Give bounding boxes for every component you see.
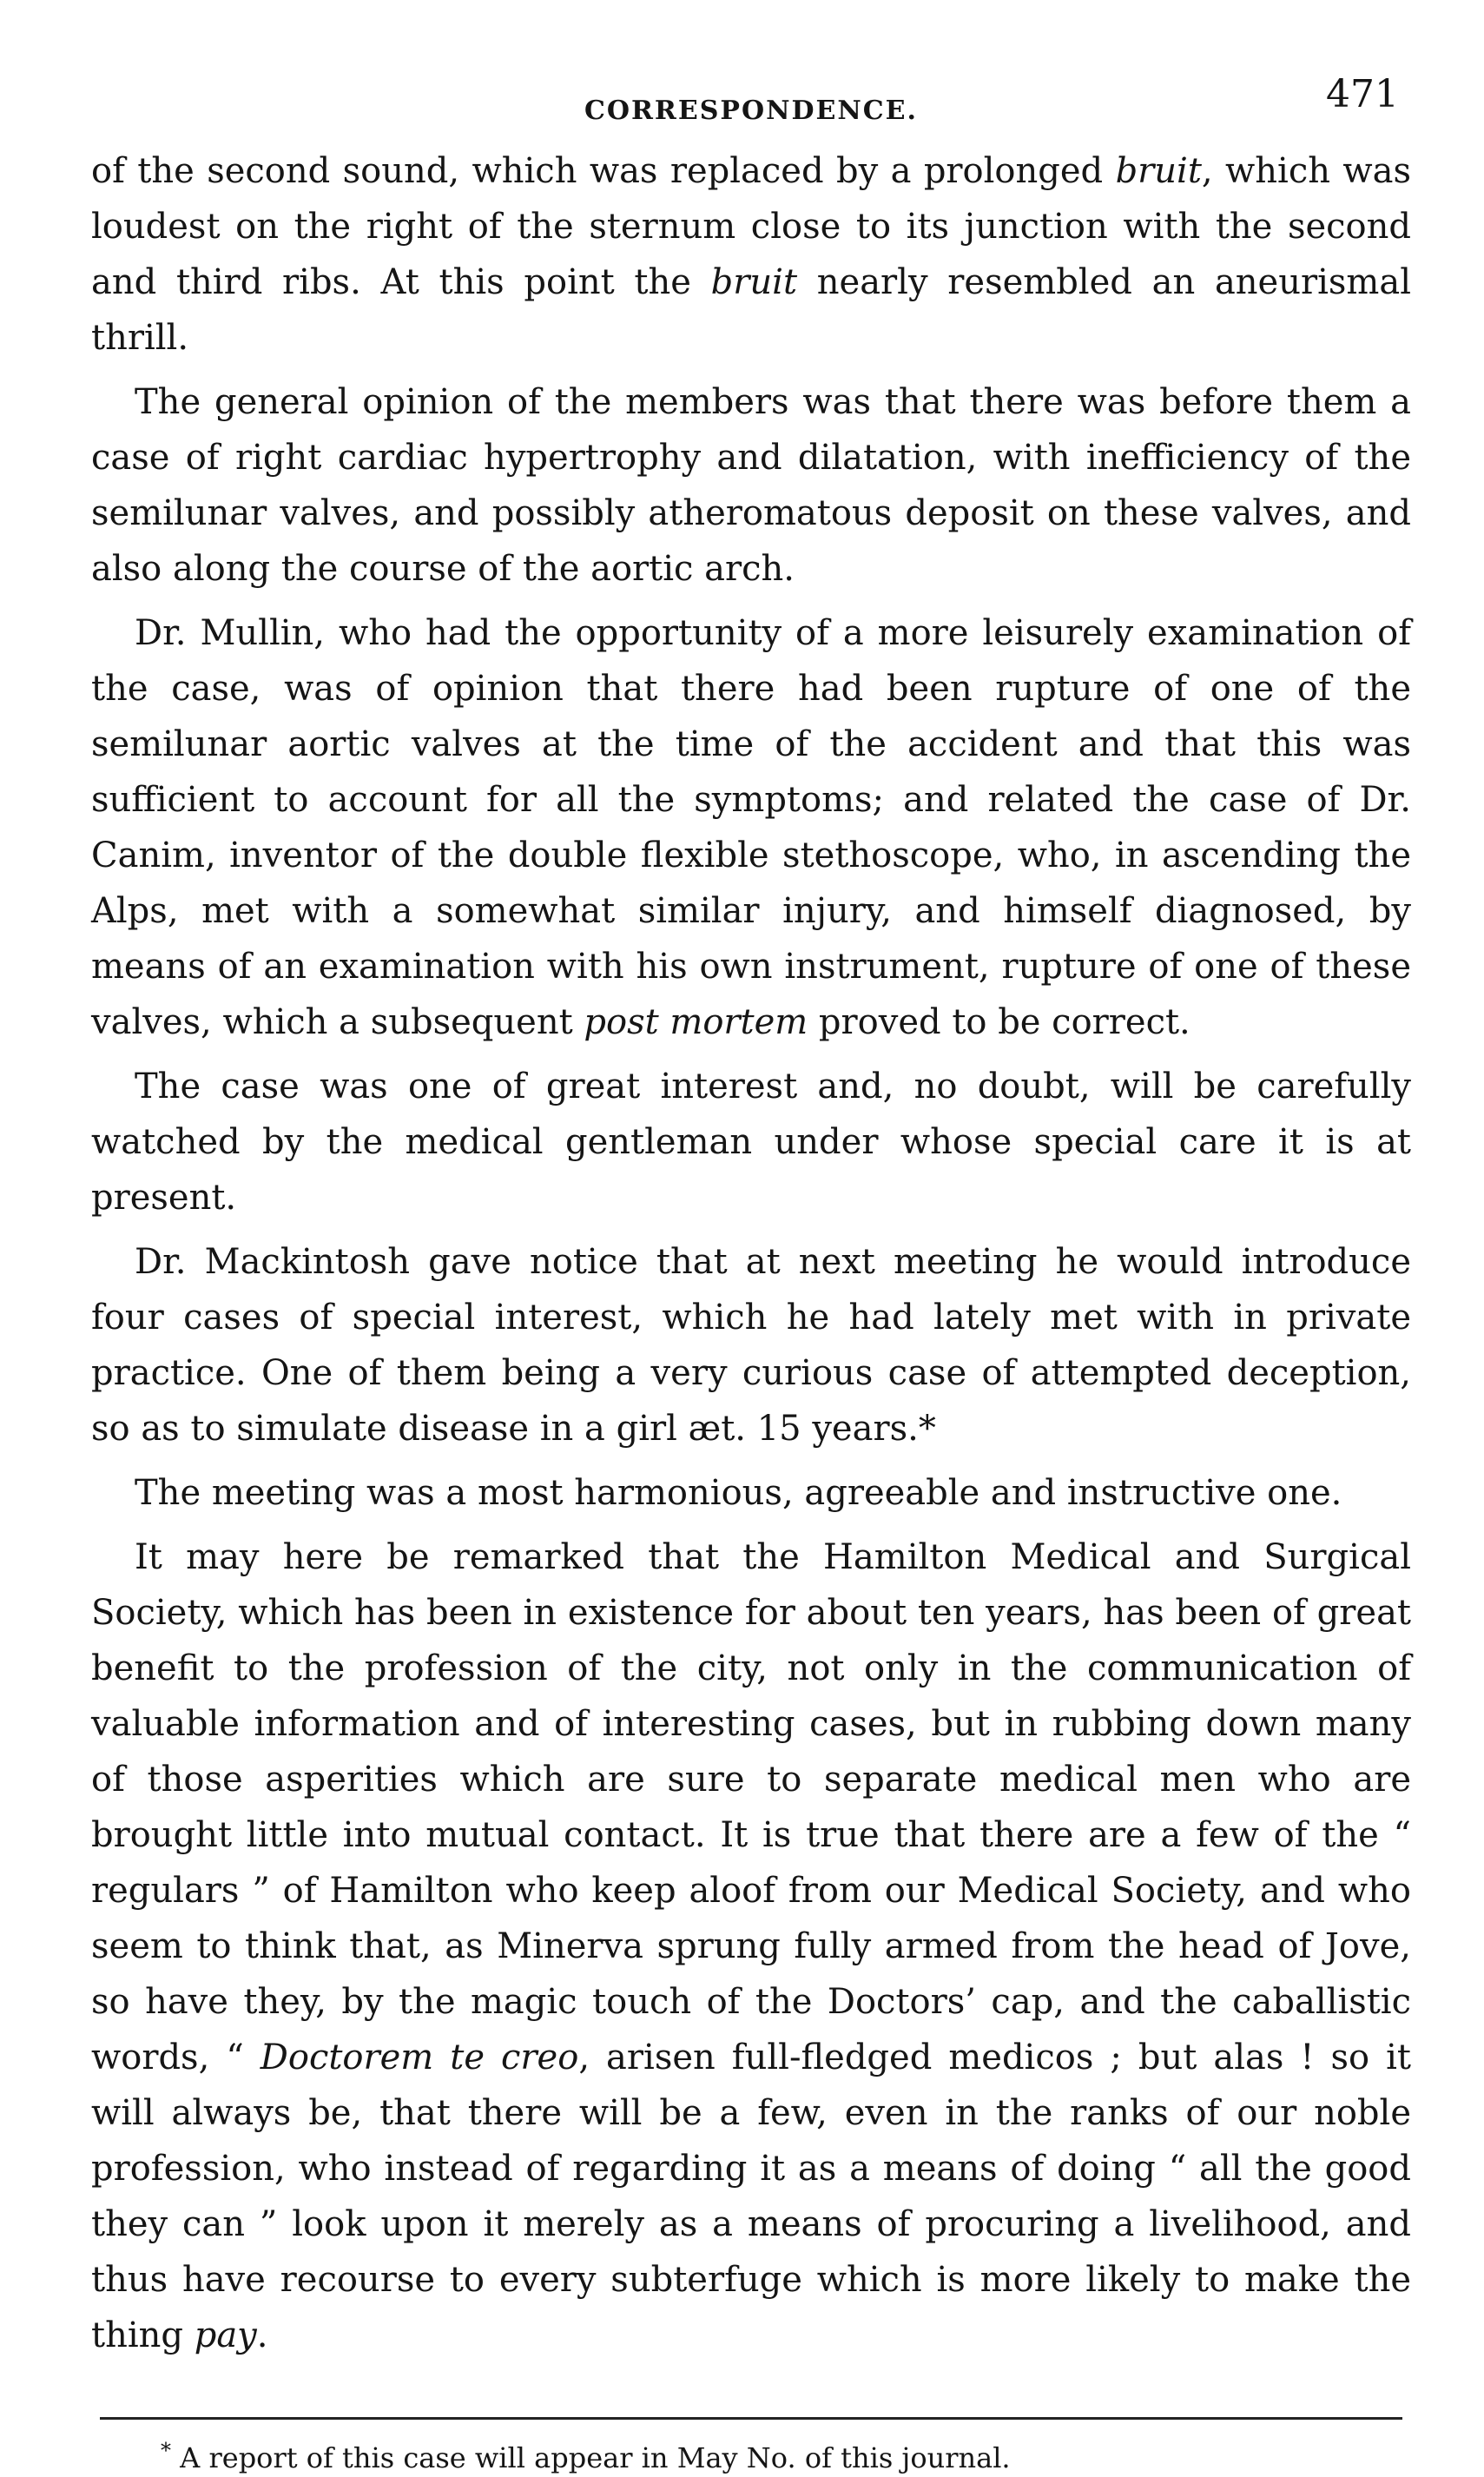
- paragraph-text: , arisen full-fledged medicos ; but alas ! so it will always be, that there will be a few, even in the ranks of our noble profession, who instead of regarding it as a means of doing “ all the good they can ” look upon it merely as a means of procuring a livelihood, and thus have recourse to every subterfuge which is more likely to make the thing: [91, 2038, 1411, 2355]
- italic-text: bruit: [710, 262, 798, 302]
- journal-page: [91, 48, 1411, 2477]
- footnote-divider: [100, 2417, 1402, 2420]
- footnote-mark: *: [161, 2438, 171, 2463]
- italic-text: bruit: [1115, 151, 1202, 191]
- running-head: CORRESPONDENCE.: [584, 96, 918, 126]
- italic-text: pay: [194, 2315, 257, 2355]
- paragraph-text: .: [256, 2315, 268, 2355]
- paragraph-text: The meeting was a most harmonious, agreeable and instructive one.: [135, 1473, 1342, 1513]
- paragraph-text: nearly resembled an aneurismal thrill.: [91, 262, 1411, 358]
- paragraph-text: , which was loudest on the right of the sternum close to its junction with the second and third ribs. At this point the: [91, 151, 1412, 302]
- paragraph: [91, 143, 1411, 366]
- paragraph-text: The general opinion of the members was that there was before them a case of right cardiac hypertrophy and dilatation, with inefficiency of the semilunar valves, and possibly atheromatous deposit on these valves, and also along the course of the aortic arch.: [91, 382, 1411, 589]
- paragraph: [91, 1529, 1411, 2363]
- paragraph-text: Dr. Mullin, who had the opportunity of a more leisurely examination of the case, was of opinion that there had been rupture of one of the semilunar aortic valves at the time of the accident and that this was sufficient to account for all the symptoms; and related the case of Dr. Canim, inventor of the double flexible stethoscope, who, in ascending the Alps, met with a somewhat similar injury, and himself diagnosed, by means of an examination with his own instrument, rupture of one of these valves, which a subsequent: [91, 613, 1411, 1042]
- paragraph-text: proved to be correct.: [808, 1002, 1190, 1042]
- page-header: [91, 48, 1411, 143]
- italic-text: Doctorem te creo: [260, 2038, 579, 2077]
- italic-text: post mortem: [584, 1002, 808, 1042]
- paragraph-text: The case was one of great interest and, no doubt, will be carefully watched by the medical gentleman under whose special care it is at present.: [91, 1067, 1411, 1218]
- paragraph: [91, 605, 1411, 1050]
- paragraph: [91, 1465, 1411, 1521]
- footnote: [91, 2439, 1411, 2477]
- page-number: 471: [1326, 72, 1399, 116]
- paragraph-text: Dr. Mackintosh gave notice that at next meeting he would introduce four cases of special interest, which he had lately met with in private practice. One of them being a very curious case of attempted deception, so as to simulate disease in a girl æt. 15 years.*: [91, 1242, 1411, 1449]
- paragraph: [91, 1234, 1411, 1456]
- paragraph: [91, 374, 1411, 597]
- paragraph-text: of the second sound, which was replaced by a prolonged: [91, 151, 1116, 191]
- body-text: [91, 143, 1411, 2363]
- paragraph: [91, 1059, 1411, 1225]
- paragraph-text: It may here be remarked that the Hamilton Medical and Surgical Society, which has been in existence for about ten years, has been of great benefit to the profession of the city, not only in the communication of valuable information and of interesting cases, but in rubbing down many of those asperities which are sure to separate medical men who are brought little into mutual contact. It is true that there are a few of the “ regulars ” of Hamilton who keep aloof from our Medical Society, and who seem to think that, as Minerva sprung fully armed from the head of Jove, so have they, by the magic touch of the Doctors’ cap, and the caballistic words, “: [91, 1537, 1411, 2077]
- footnote-text: A report of this case will appear in May No. of this journal.: [180, 2441, 1011, 2474]
